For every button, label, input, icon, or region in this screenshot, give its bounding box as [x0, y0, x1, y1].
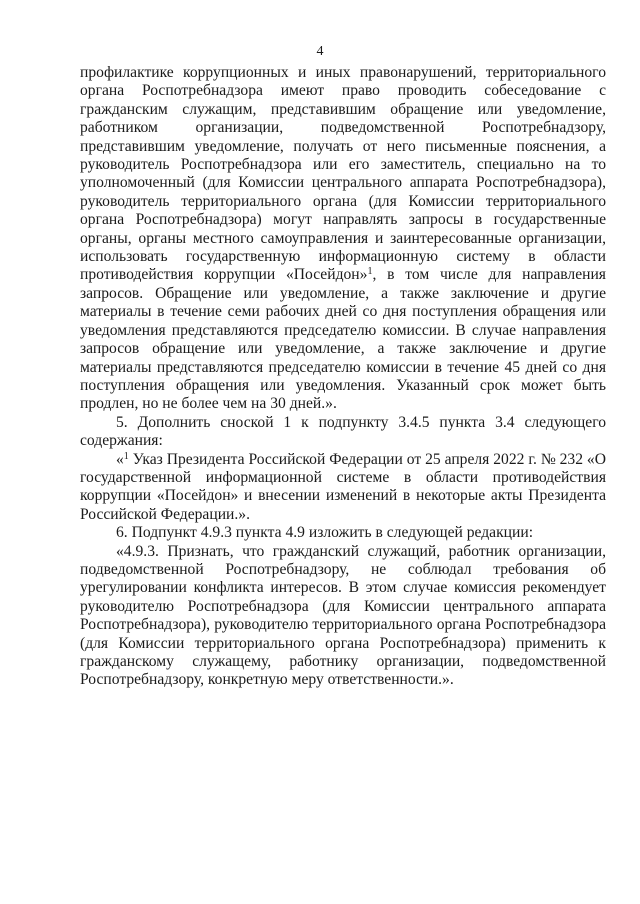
footnote-text: Указ Президента Российской Федерации от 25 апреля 2022 г. № 232 «О государственной информационной системе в области противодействия коррупции «Посейдон» и внесении изменений в некоторые акты Президента Российской Федерации.». [80, 450, 606, 523]
paragraph-continuation [80, 64, 606, 414]
footnote-marker: 1 [367, 266, 373, 278]
footnote-text-paragraph [80, 451, 606, 525]
paragraph-item-6: 6. Подпункт 4.9.3 пункта 4.9 изложить в следующей редакции: [116, 524, 534, 542]
paragraph-item-5: 5. Дополнить сноской 1 к подпункту 3.4.5 пункта 3.4 следующего содержания: [80, 413, 606, 450]
paragraph-item-4-9-3: «4.9.3. Признать, что гражданский служащий, работник организации, подведомственной Роспотребнадзору, не соблюдал требования об урегулировании конфликта интересов. В этом случае комиссия рекомендует руководителю Роспотребнадзора (для Комиссии центрального аппарата Роспотребнадзора), руководителю территориального органа Роспотребнадзора (для Комиссии территориального органа Роспотребнадзора) применить к гражданскому служащему, работнику организации, подведомственной Роспотребнадзору, конкретную меру ответственности.». [80, 542, 606, 689]
paragraph-text-continued: , в том числе для направления запросов. Обращение или уведомление, а также заключение и другие материалы в течение семи рабочих дней со дня поступления обращения или уведомления представляются председателю комиссии. В случае направления запросов обращение или уведомление, а также заключение и другие материалы представляются председателю комиссии в течение 45 дней со дня поступления обращения или уведомления. Указанный срок может быть продлен, но не более чем на 30 дней.». [80, 266, 606, 413]
footnote-marker: 1 [123, 450, 129, 462]
page-number: 4 [316, 44, 324, 59]
document-body [80, 64, 606, 690]
quote-open: « [116, 450, 124, 468]
paragraph-text: профилактике коррупционных и иных правонарушений, территориального органа Роспотребнадзора имеют право проводить собеседование с гражданским служащим, представившим обращение или уведомление, работником организации, подведомственной Роспотребнадзору, представившим уведомление, получать от него письменные пояснения, а руководитель Роспотребнадзора или его заместитель, специально на то уполномоченный (для Комиссии центрального аппарата Роспотребнадзора), руководитель территориального органа (для Комиссии территориального органа Роспотребнадзора) могут направлять запросы в государственные органы, органы местного самоуправления и заинтересованные организации, использовать государственную информационную систему в области противодействия коррупции «Посейдон» [80, 64, 606, 284]
